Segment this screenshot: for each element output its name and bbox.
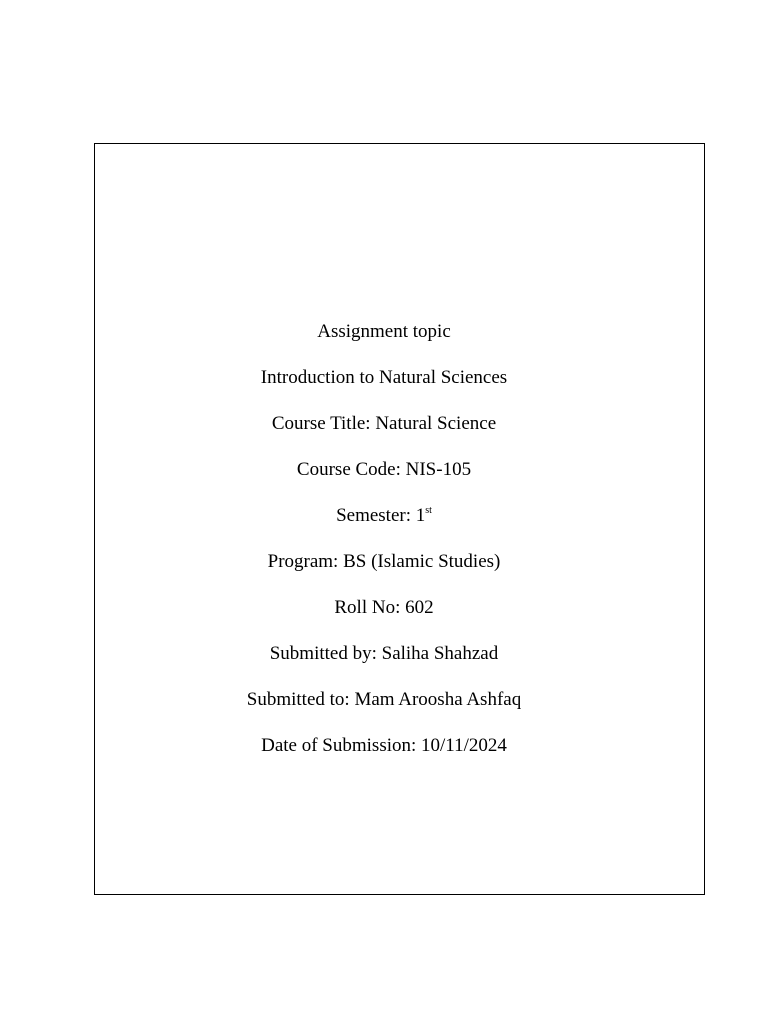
date-of-submission: Date of Submission: 10/11/2024 <box>261 735 507 756</box>
submitted-to: Submitted to: Mam Aroosha Ashfaq <box>246 689 522 710</box>
semester-ordinal-suffix: st <box>425 505 432 516</box>
assignment-topic: Introduction to Natural Sciences <box>260 367 508 388</box>
roll-number: Roll No: 602 <box>334 597 434 618</box>
program: Program: BS (Islamic Studies) <box>267 551 501 572</box>
semester-text: Semester: 1 <box>336 505 426 526</box>
cover-details <box>0 319 768 779</box>
assignment-label: Assignment topic <box>317 321 451 342</box>
submitted-by: Submitted by: Saliha Shahzad <box>269 643 499 664</box>
course-code: Course Code: NIS-105 <box>296 459 472 480</box>
course-title: Course Title: Natural Science <box>271 413 497 434</box>
semester <box>0 503 768 549</box>
